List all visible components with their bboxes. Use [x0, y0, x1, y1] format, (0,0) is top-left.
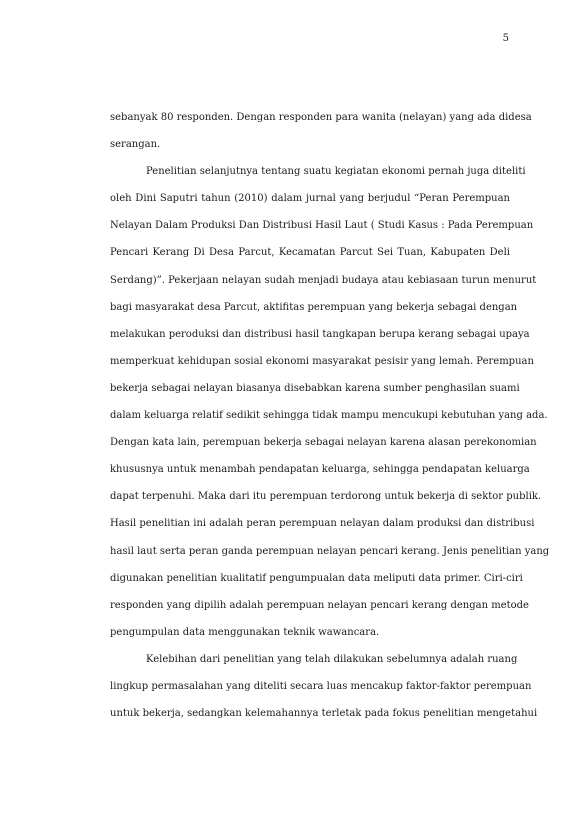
text-line: Nelayan Dalam Produksi Dan Distribusi Hasil Laut ( Studi Kasus : Pada Perempuan — [110, 220, 534, 232]
text-line: responden yang dipilih adalah perempuan nelayan pencari kerang dengan metode — [110, 599, 529, 611]
text-line: Pencari Kerang Di Desa Parcut, Kecamatan Parcut Sei Tuan, Kabupaten Deli — [110, 247, 510, 259]
text-line: Hasil penelitian ini adalah peran perempuan nelayan dalam produksi dan distribusi — [110, 518, 535, 530]
text-line: memperkuat kehidupan sosial ekonomi masyarakat pesisir yang lemah. Perempuan — [110, 355, 534, 367]
body-text — [110, 104, 550, 727]
text-line: khususnya untuk menambah pendapatan keluarga, sehingga pendapatan keluarga — [110, 464, 530, 476]
text-line: digunakan penelitian kualitatif pengumpualan data meliputi data primer. Ciri-ciri — [110, 572, 523, 584]
text-line: pengumpulan data menggunakan teknik wawancara. — [110, 626, 380, 638]
text-line: bekerja sebagai nelayan biasanya disebabkan karena sumber penghasilan suami — [110, 382, 520, 394]
text-line: Dengan kata lain, perempuan bekerja sebagai nelayan karena alasan perekonomian — [110, 437, 537, 449]
text-line: hasil laut serta peran ganda perempuan nelayan pencari kerang. Jenis penelitian yang — [110, 545, 550, 557]
text-line: Serdang)”. Pekerjaan nelayan sudah menjadi budaya atau kebiasaan turun menurut — [110, 274, 537, 286]
text-line: serangan. — [110, 139, 161, 151]
text-line: oleh Dini Saputri tahun (2010) dalam jurnal yang berjudul “Peran Perempuan — [110, 193, 510, 205]
text-line: lingkup permasalahan yang diteliti secara luas mencakup faktor-faktor perempuan — [110, 680, 532, 692]
paragraph-first-line: Penelitian selanjutnya tentang suatu kegiatan ekonomi pernah juga diteliti — [146, 166, 526, 178]
text-line: bagi masyarakat desa Parcut, aktifitas perempuan yang bekerja sebagai dengan — [110, 301, 518, 313]
text-line: melakukan peroduksi dan distribusi hasil tangkapan berupa kerang sebagai upaya — [110, 328, 530, 340]
paragraph-first-line: Kelebihan dari penelitian yang telah dilakukan sebelumnya adalah ruang — [146, 653, 518, 665]
text-line: dapat terpenuhi. Maka dari itu perempuan terdorong untuk bekerja di sektor publik. — [110, 491, 542, 503]
text-line: sebanyak 80 responden. Dengan responden para wanita (nelayan) yang ada didesa — [110, 112, 532, 123]
page-number: 5 — [502, 33, 509, 44]
text-line: dalam keluarga relatif sedikit sehingga tidak mampu mencukupi kebutuhan yang ada. — [110, 410, 548, 422]
text-line: untuk bekerja, sedangkan kelemahannya terletak pada fokus penelitian mengetahui — [110, 708, 538, 720]
